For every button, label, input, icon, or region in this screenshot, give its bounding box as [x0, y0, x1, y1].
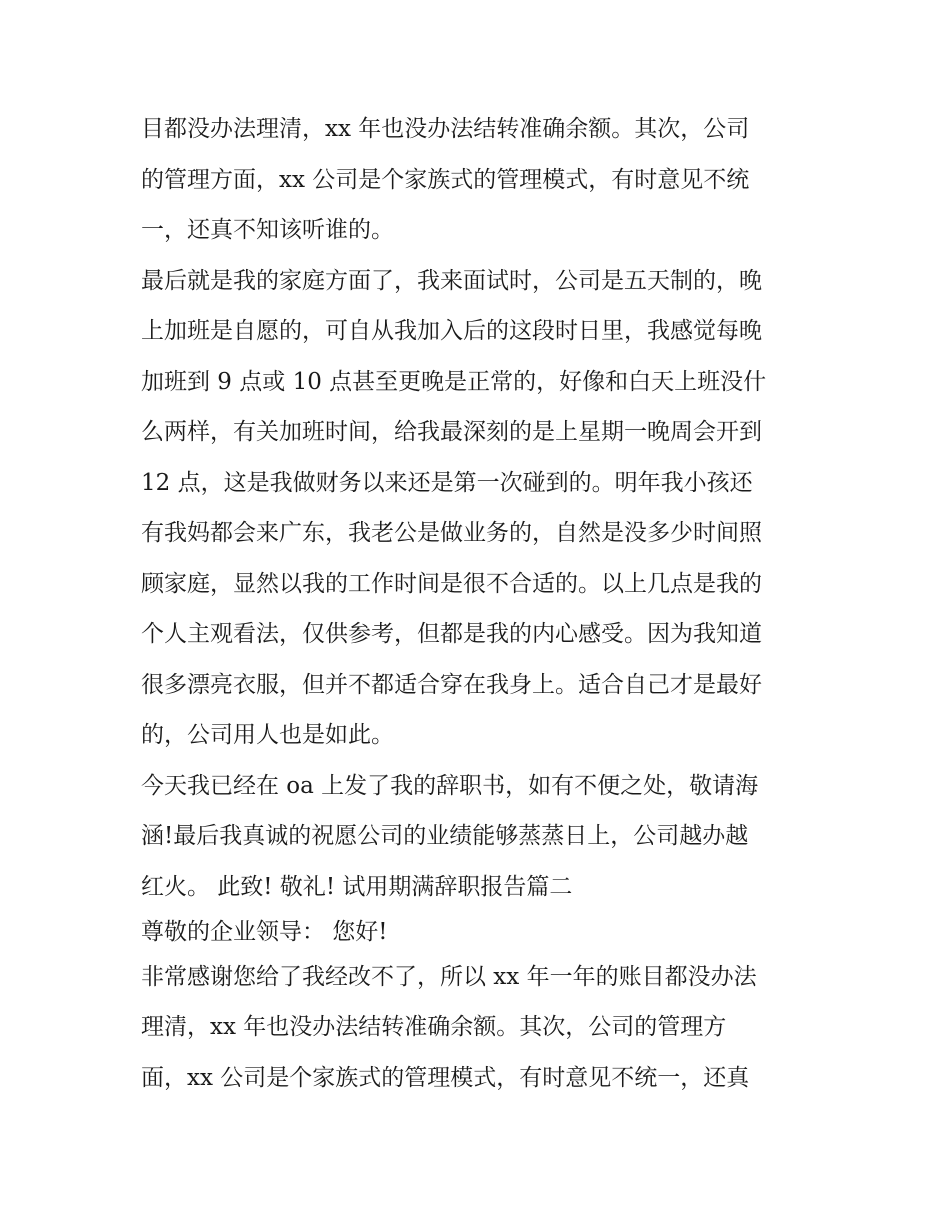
text-line-3: 一，还真不知该听谁的。 — [141, 217, 394, 243]
text-line-20: 面，xx 公司是个家族式的管理模式，有时意见不统一，还真 — [141, 1064, 750, 1091]
text-line-4: 最后就是我的家庭方面了，我来面试时，公司是五天制的，晚 — [141, 267, 762, 294]
text-line-11: 个人主观看法，仅供参考，但都是我的内心感受。因为我知道 — [141, 621, 762, 647]
text-line-13: 的，公司用人也是如此。 — [141, 722, 394, 748]
document-body — [141, 108, 831, 1107]
text-line-14: 今天我已经在 oa 上发了我的辞职书，如有不便之处，敬请海 — [141, 772, 759, 799]
text-line-9: 有我妈都会来广东，我老公是做业务的，自然是没多少时间照 — [141, 520, 762, 546]
text-line-18: 非常感谢您给了我经改不了，所以 xx 年一年的账目都没办法 — [141, 963, 757, 990]
text-line-8: 12 点，这是我做财务以来还是第一次碰到的。明年我小孩还 — [141, 469, 753, 496]
text-line-5: 上加班是自愿的，可自从我加入后的这段时日里，我感觉每晚 — [141, 318, 762, 344]
text-line-16: 红火。 此致! 敬礼! 试用期满辞职报告篇二 — [141, 873, 573, 900]
text-line-10: 顾家庭，显然以我的工作时间是很不合适的。以上几点是我的 — [141, 570, 762, 597]
text-line-19: 理清，xx 年也没办法结转准确余额。其次，公司的管理方 — [141, 1014, 727, 1040]
text-line-12: 很多漂亮衣服，但并不都适合穿在我身上。适合自己才是最好 — [141, 671, 762, 698]
text-line-1: 目都没办法理清，xx 年也没办法结转准确余额。其次，公司 — [141, 116, 750, 142]
text-line-2: 的管理方面，xx 公司是个家族式的管理模式，有时意见不统 — [141, 166, 750, 193]
text-line-17: 尊敬的企业领导： 您好! — [141, 918, 388, 945]
text-line-6: 加班到 9 点或 10 点甚至更晚是正常的，好像和白天上班没什 — [141, 368, 767, 395]
text-line-7: 么两样，有关加班时间，给我最深刻的是上星期一晚周会开到 — [141, 419, 762, 445]
text-line-15: 涵!最后我真诚的祝愿公司的业绩能够蒸蒸日上，公司越办越 — [141, 823, 749, 849]
